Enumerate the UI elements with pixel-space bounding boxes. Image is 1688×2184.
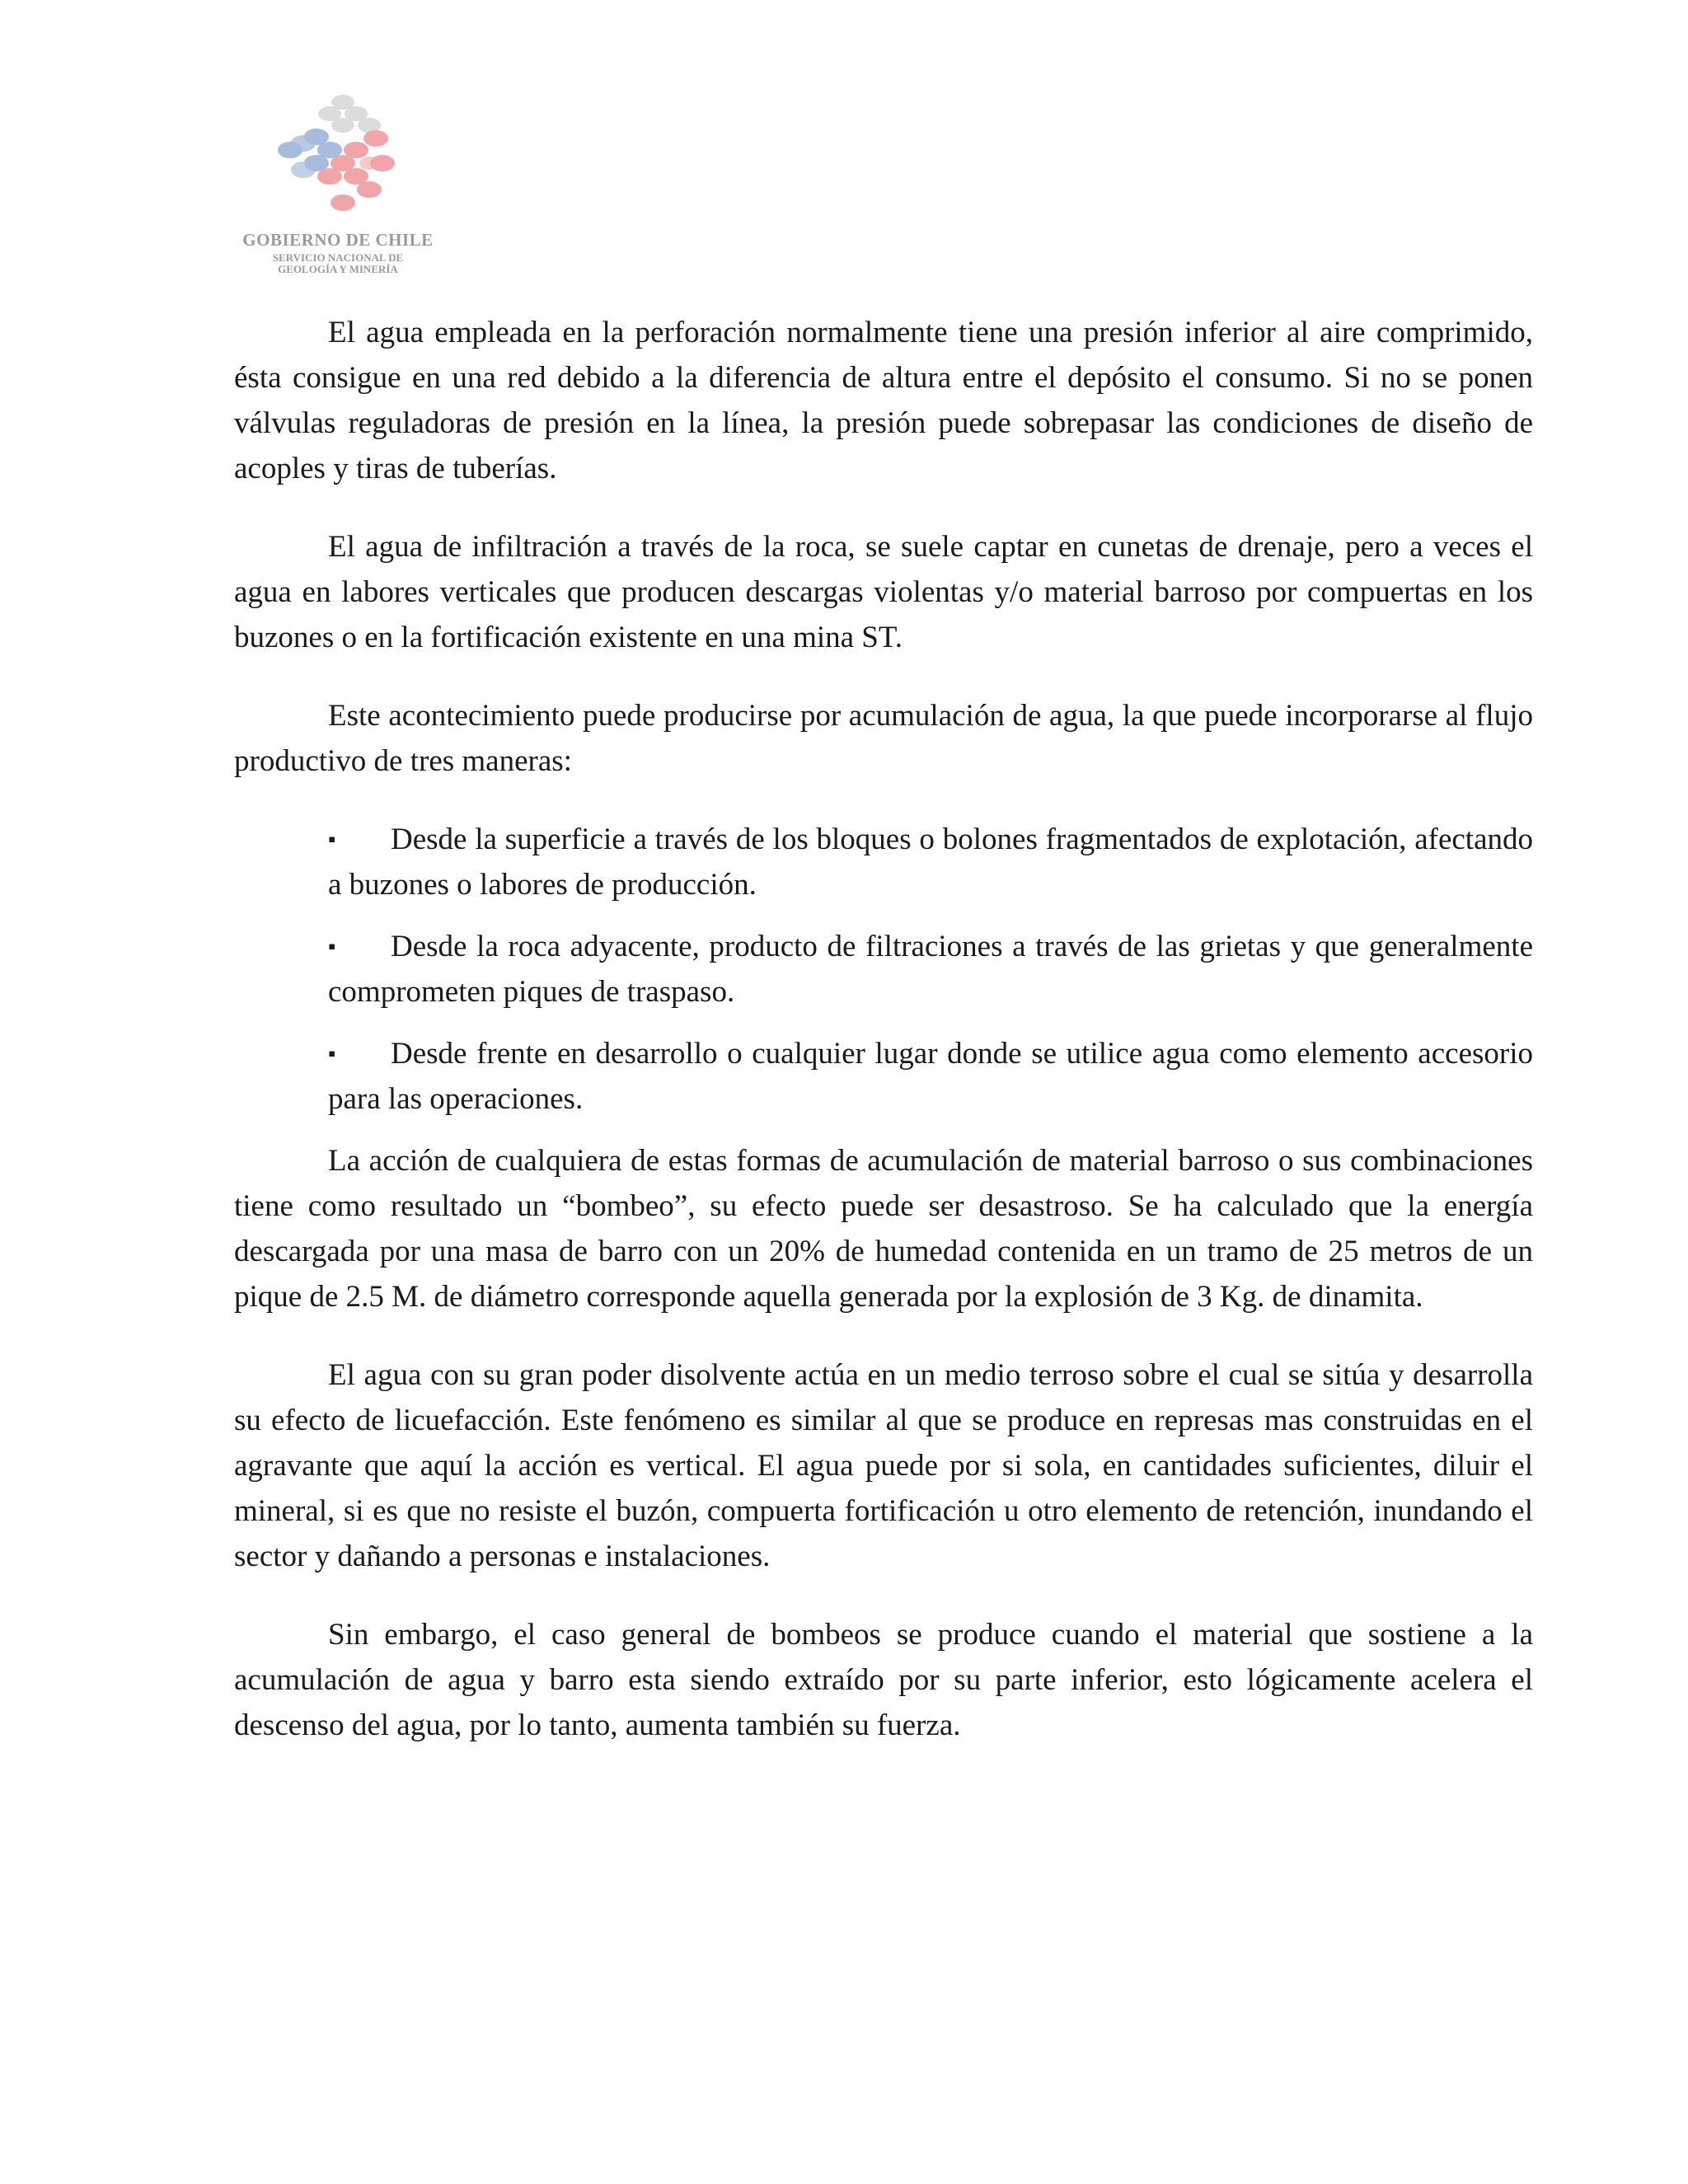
bullet-marker-icon: ▪	[328, 827, 336, 851]
bullet-marker-icon: ▪	[328, 1042, 336, 1066]
paragraph-6: Sin embargo, el caso general de bombeos se produce cuando el material que sostiene a la acumulación de agua y barro esta siendo extraído por su parte inferior, esto lógicamente acelera el descenso del agua, por lo tanto, aumenta también su fuerza.	[234, 1618, 1533, 1742]
list-item	[328, 924, 1533, 1015]
list-item	[328, 1031, 1533, 1122]
document-body	[234, 310, 1533, 1748]
logo-title: GOBIERNO DE CHILE	[242, 230, 434, 250]
paragraph-3: Este acontecimiento puede producirse por acumulación de agua, la que puede incorporarse al flujo productivo de tres maneras:	[234, 699, 1533, 778]
list-item-text: Desde la superficie a través de los bloques o bolones fragmentados de explotación, afectando a buzones o labores de producción.	[328, 823, 1533, 902]
paragraph-2: El agua de infiltración a través de la roca, se suele captar en cunetas de drenaje, pero a veces el agua en labores verticales que producen descargas violentas y/o material barroso por compuertas en los buzones o en la fortificación existente en una mina ST.	[234, 530, 1533, 654]
bullet-list	[234, 817, 1533, 1122]
paragraph-5: El agua con su gran poder disolvente actúa en un medio terroso sobre el cual se sitúa y desarrolla su efecto de licuefacción. Este fenómeno es similar al que se produce en represas mas construidas en el agravante que aquí la acción es vertical. El agua puede por si sola, en cantidades suficientes, diluir el mineral, si es que no resiste el buzón, compuerta fortificación u otro elemento de retención, inundando el sector y dañando a personas e instalaciones.	[234, 1358, 1533, 1573]
paragraph-1: El agua empleada en la perforación normalmente tiene una presión inferior al aire comprimido, ésta consigue en una red debido a la diferencia de altura entre el depósito el consumo. Si no se ponen válvulas reguladoras de presión en la línea, la presión puede sobrepasar las condiciones de diseño de acoples y tiras de tuberías.	[234, 316, 1533, 485]
logo-caption	[231, 231, 445, 274]
logo-subtitle-2: GEOLOGÍA Y MINERÍA	[278, 262, 398, 275]
paragraph-4: La acción de cualquiera de estas formas de acumulación de material barroso o sus combinaciones tiene como resultado un “bombeo”, su efecto puede ser desastroso. Se ha calculado que la energía descargada por una masa de barro con un 20% de humedad contenida en un tramo de 25 metros de un pique de 2.5 M. de diámetro corresponde aquella generada por la explosión de 3 Kg. de dinamita.	[234, 1144, 1533, 1314]
list-item-text: Desde frente en desarrollo o cualquier lugar donde se utilice agua como elemento accesorio para las operaciones.	[328, 1037, 1533, 1116]
logo-subtitle-1: SERVICIO NACIONAL DE	[272, 251, 404, 265]
chile-government-emblem-icon	[264, 89, 412, 229]
bullet-marker-icon: ▪	[328, 935, 336, 958]
government-logo	[231, 89, 445, 287]
list-item	[328, 817, 1533, 907]
list-item-text: Desde la roca adyacente, producto de filtraciones a través de las grietas y que generalmente comprometen piques de traspaso.	[328, 930, 1533, 1009]
